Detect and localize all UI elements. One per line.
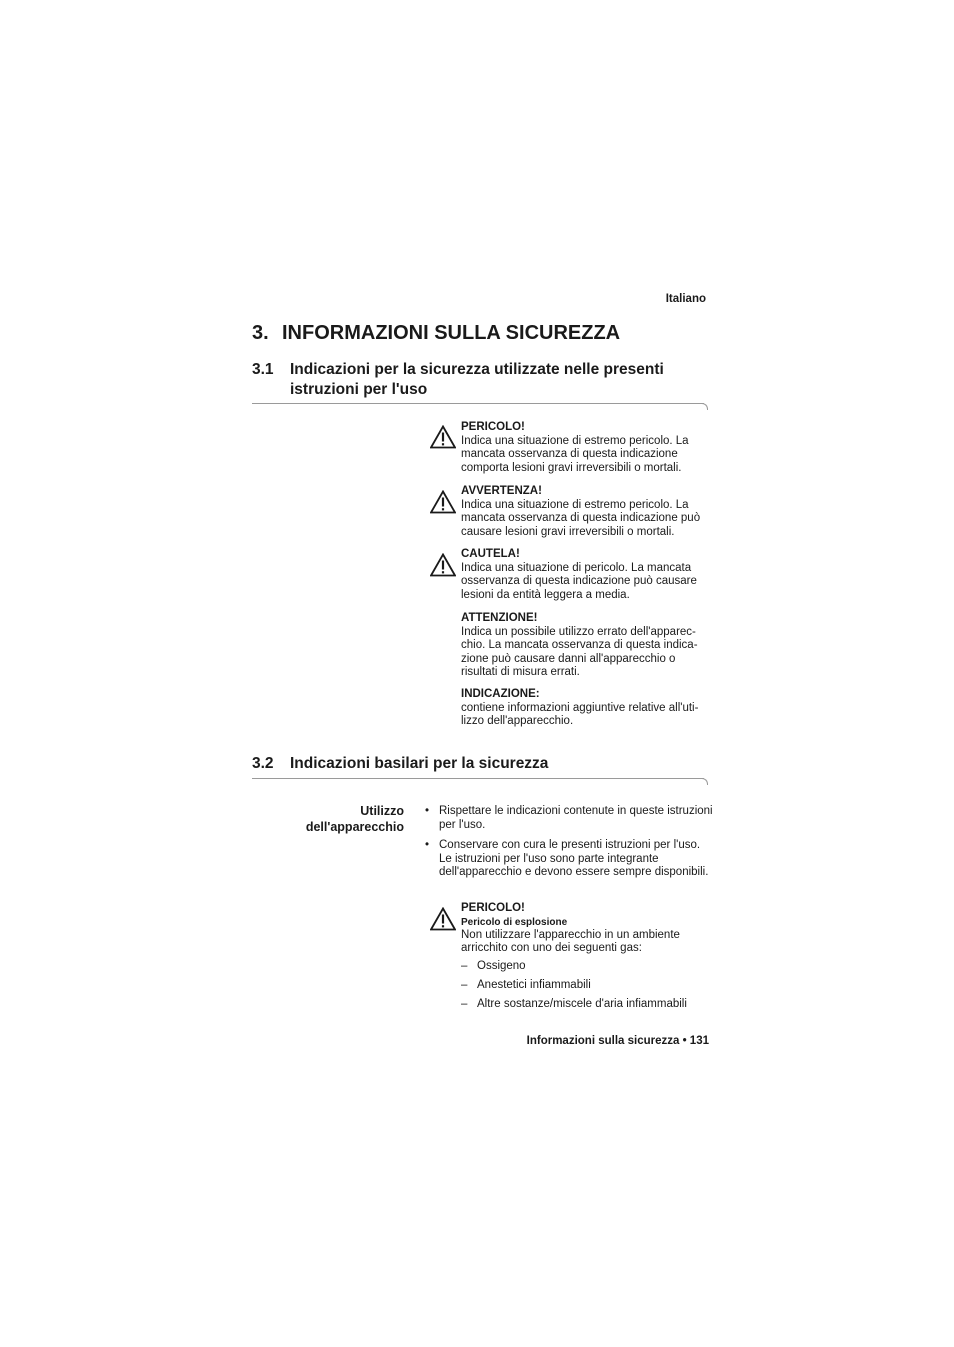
notice-indication xyxy=(461,688,711,729)
warning-triangle-icon xyxy=(430,425,456,449)
list-item: • Conservare con cura le presenti istruzioni per l'uso. Le istruzioni per l'uso sono parte integrante dell'apparecchio e devono essere sempre disponibili. xyxy=(425,839,715,880)
section-title: Indicazioni basilari per la sicurezza xyxy=(290,755,549,772)
bullet-list xyxy=(425,805,715,887)
section-title: Indicazioni per la sicurezza utilizzate nelle presenti istruzioni per l'uso xyxy=(290,361,664,398)
section-rule xyxy=(252,403,704,404)
chapter-heading xyxy=(252,322,712,345)
list-item: – Ossigeno xyxy=(461,960,721,974)
notice-body: Indica un possibile utilizzo errato dell'apparec-chio. La mancata osservanza di questa indica-zione può causare danni all'apparecchio o risultati di misura errati. xyxy=(461,625,698,679)
side-heading-line-2: dell'apparecchio xyxy=(305,820,404,834)
list-item: – Anestetici infiammabili xyxy=(461,979,721,993)
notice-attention xyxy=(461,612,711,680)
notice-title: INDICAZIONE: xyxy=(461,688,540,700)
notice-body: Indica una situazione di pericolo. La mancata osservanza di questa indicazione può causare lesioni da entità leggera a media. xyxy=(461,561,697,601)
list-item: • Rispettare le indicazioni contenute in queste istruzioni per l'uso. xyxy=(425,805,715,832)
gas-list xyxy=(461,960,721,1017)
notice-body: contiene informazioni aggiuntive relative all'uti-lizzo dell'apparecchio. xyxy=(461,701,699,728)
language-label: Italiano xyxy=(665,293,706,305)
notice-title: AVVERTENZA! xyxy=(461,485,542,497)
notice-body: Indica una situazione di estremo pericolo. La mancata osservanza di questa indicazione può causare lesioni gravi irreversibili o mortali. xyxy=(461,498,701,538)
section-heading-3-1 xyxy=(252,360,712,400)
warning-triangle-icon xyxy=(430,907,456,931)
notice-title: PERICOLO! xyxy=(461,421,525,433)
notice-title: ATTENZIONE! xyxy=(461,612,538,624)
section-number: 3.1 xyxy=(252,361,274,378)
chapter-title: INFORMAZIONI SULLA SICUREZZA xyxy=(282,322,621,344)
notice-body: Non utilizzare l'apparecchio in un ambiente arricchito con uno dei seguenti gas: xyxy=(461,928,680,955)
notice-subtitle: Pericolo di esplosione xyxy=(461,916,568,928)
list-item: – Altre sostanze/miscele d'aria infiammabili xyxy=(461,998,721,1012)
notice-caution xyxy=(461,548,711,602)
notice-warning xyxy=(461,485,711,539)
notice-body: Indica una situazione di estremo pericolo. La mancata osservanza di questa indicazione comporta lesioni gravi irreversibili o mortali. xyxy=(461,434,689,474)
notice-title: CAUTELA! xyxy=(461,548,520,560)
notice-title: PERICOLO! xyxy=(461,902,525,914)
side-heading xyxy=(254,803,404,835)
notice-explosion-danger xyxy=(461,902,711,956)
section-heading-3-2 xyxy=(252,754,712,774)
warning-triangle-icon xyxy=(430,553,456,577)
chapter-number: 3. xyxy=(252,322,269,344)
notice-danger xyxy=(461,421,711,475)
section-number: 3.2 xyxy=(252,755,274,772)
side-heading-line-1: Utilizzo xyxy=(360,804,404,818)
page-footer: Informazioni sulla sicurezza • 131 xyxy=(526,1035,709,1047)
section-rule xyxy=(252,778,704,779)
warning-triangle-icon xyxy=(430,490,456,514)
